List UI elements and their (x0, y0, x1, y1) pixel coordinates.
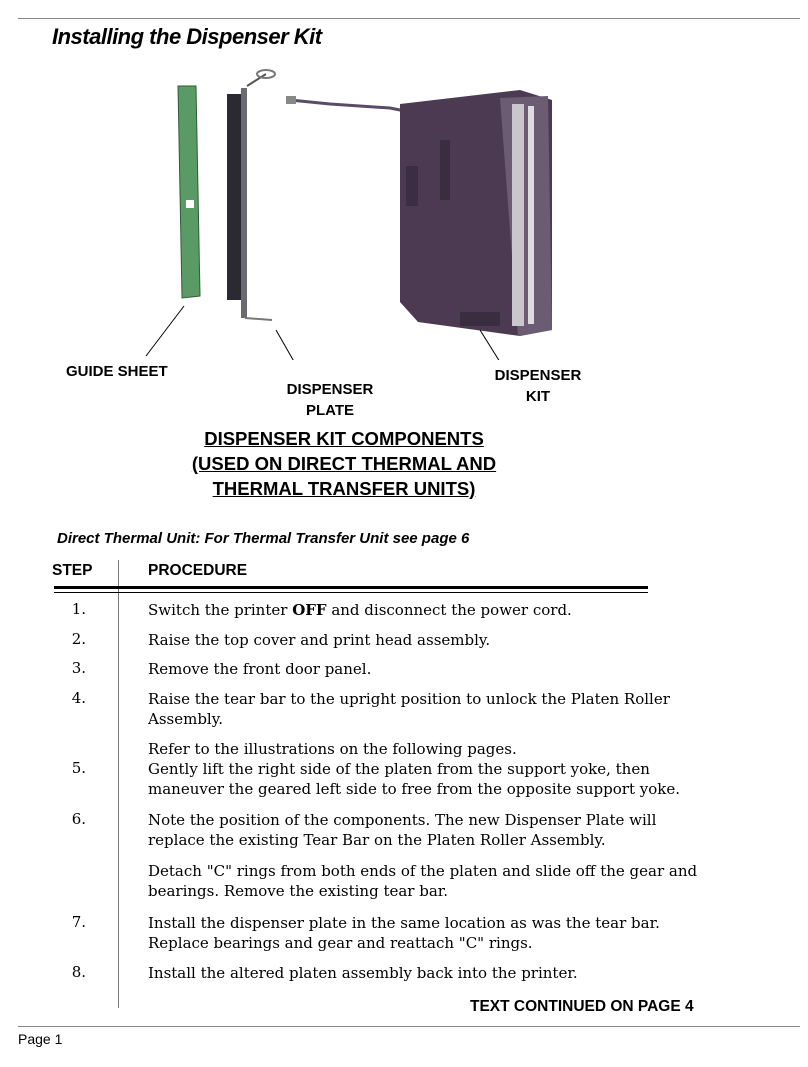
unit-type-note: Direct Thermal Unit: For Thermal Transfer Unit see page 6 (57, 530, 470, 547)
dispenser-plate-image (227, 70, 275, 320)
step-number: 3. (71, 659, 86, 677)
components-heading: DISPENSER KIT COMPONENTS (USED ON DIRECT THERMAL AND THERMAL TRANSFER UNITS) (191, 428, 497, 499)
label-dispenser-kit: DISPENSER KIT (494, 367, 582, 405)
header-rule-thin (54, 592, 648, 593)
step-number: 2. (71, 630, 86, 648)
step-text: Install the altered platen assembly back into the printer. (148, 964, 578, 982)
page-title: Installing the Dispenser Kit (52, 24, 322, 49)
guide-sheet-image (178, 86, 200, 298)
step-number: 8. (71, 963, 86, 981)
dispenser-kit-illustration (0, 60, 808, 360)
continued-note: TEXT CONTINUED ON PAGE 4 (470, 998, 694, 1015)
step-text: Note the position of the components. The new Dispenser Plate will replace the existing Tear Bar on the Platen Roller Assembly. (148, 811, 657, 849)
step-number: 6. (71, 810, 86, 828)
step-text: Raise the tear bar to the upright position to unlock the Platen Roller Assembly. (148, 690, 670, 728)
bottom-rule (18, 1026, 800, 1027)
step-text: Switch the printer OFF and disconnect the power cord. (148, 601, 572, 619)
step-text: Raise the top cover and print head assembly. (148, 631, 491, 649)
step-text: Remove the front door panel. (148, 660, 372, 678)
step-number: 4. (71, 689, 86, 707)
label-dispenser-plate: DISPENSER PLATE (286, 381, 374, 419)
label-guide-sheet: GUIDE SHEET (66, 363, 168, 380)
step-text: Refer to the illustrations on the following pages. Gently lift the right side of the platen from the support yoke, then maneuver the geared left side to free from the opposite support yoke. (148, 740, 680, 798)
page-number: Page 1 (18, 1031, 63, 1047)
header-rule-thick (54, 586, 648, 589)
step-text: Install the dispenser plate in the same location as was the tear bar. Replace bearings and gear and reattach "C" rings. (148, 914, 660, 952)
column-header-procedure: PROCEDURE (148, 562, 248, 579)
dispenser-kit-image (400, 90, 552, 336)
step-number: 5. (71, 759, 86, 777)
column-header-step: STEP (52, 562, 93, 579)
column-divider (118, 560, 119, 1008)
step-number: 1. (71, 600, 86, 618)
step-text-continued: Detach "C" rings from both ends of the platen and slide off the gear and bearings. Remove the existing tear bar. (148, 862, 698, 900)
top-rule (18, 18, 800, 19)
step-number: 7. (71, 913, 86, 931)
